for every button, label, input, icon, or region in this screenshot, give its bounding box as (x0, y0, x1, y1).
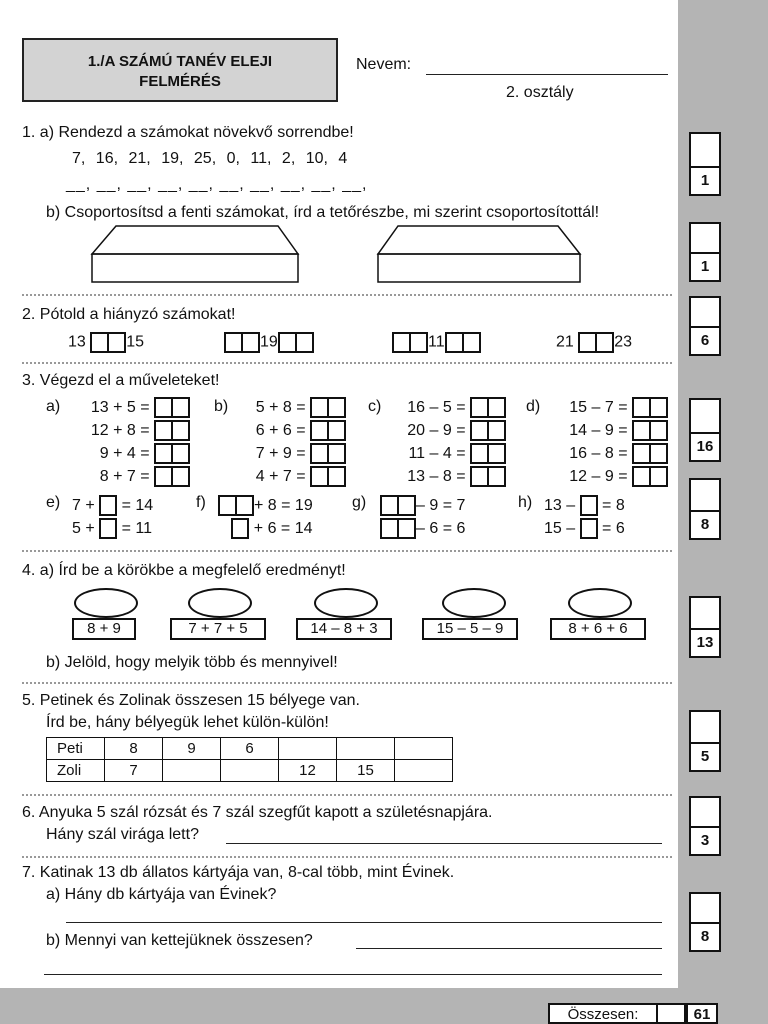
answer-line[interactable] (226, 843, 662, 844)
answer-box[interactable] (218, 495, 254, 516)
table-cell: 12 (279, 760, 337, 782)
answer-box[interactable] (632, 397, 668, 418)
answer-box[interactable] (310, 443, 346, 464)
answer-box[interactable] (310, 420, 346, 441)
name-line[interactable] (426, 74, 668, 75)
table-cell[interactable] (395, 738, 453, 760)
task3-col-b: 5 + 8 = 6 + 6 = 7 + 9 = 4 + 7 = (230, 396, 346, 488)
task6-prompt-2: Hány szál virága lett? (46, 826, 199, 843)
stamps-table (46, 737, 453, 782)
table-cell[interactable] (221, 760, 279, 782)
answer-box[interactable] (632, 466, 668, 487)
answer-box[interactable] (470, 466, 506, 487)
task3-label-b: b) (214, 398, 229, 415)
score-value: 8 (691, 922, 719, 950)
total-max-value: 61 (686, 1003, 718, 1024)
task3-col-c: 16 – 5 = 20 – 9 = 11 – 4 = 13 – 8 = (384, 396, 506, 488)
table-cell: 6 (221, 738, 279, 760)
task2-item-2: 19 (224, 332, 314, 353)
task5-prompt-1: 5. Petinek és Zolinak összesen 15 bélyege van. (22, 692, 360, 709)
result-oval[interactable] (74, 588, 138, 618)
answer-box[interactable] (580, 495, 598, 516)
answer-box[interactable] (580, 518, 598, 539)
task1-answer-blanks[interactable]: __, __, __, __, __, __, __, __, __, __, (66, 176, 368, 193)
score-box-task7[interactable] (689, 892, 721, 952)
answer-box[interactable] (632, 420, 668, 441)
title-box (22, 38, 338, 102)
task1-numbers: 7, 16, 21, 19, 25, 0, 11, 2, 10, 4 (72, 150, 348, 167)
task3-col-e: 7 + = 14 5 + = 11 (72, 494, 153, 540)
separator (22, 294, 672, 296)
score-value: 1 (691, 166, 719, 194)
answer-line[interactable] (66, 922, 662, 923)
score-value: 16 (691, 432, 719, 460)
answer-box[interactable] (632, 443, 668, 464)
score-value: 13 (691, 628, 719, 656)
task6-prompt-1: 6. Anyuka 5 szál rózsát és 7 szál szegfűt kapott a születésnapjára. (22, 804, 493, 821)
result-oval[interactable] (442, 588, 506, 618)
task7-prompt: 7. Katinak 13 db állatos kártyája van, 8-cal több, mint Évinek. (22, 864, 455, 881)
answer-box[interactable] (380, 518, 416, 539)
answer-box[interactable] (224, 332, 260, 353)
table-cell: Peti (47, 738, 105, 760)
score-box-task1b[interactable] (689, 222, 721, 282)
table-cell[interactable] (395, 760, 453, 782)
table-cell: 9 (163, 738, 221, 760)
answer-box[interactable] (392, 332, 428, 353)
separator (22, 794, 672, 796)
answer-box[interactable] (154, 397, 190, 418)
house-left (92, 226, 298, 282)
task1-prompt-b: b) Csoportosítsd a fenti számokat, írd a tetőrészbe, mi szerint csoportosítottál! (46, 204, 600, 221)
answer-box[interactable] (154, 443, 190, 464)
separator (22, 682, 672, 684)
task1-prompt-a: 1. a) Rendezd a számokat növekvő sorrendbe! (22, 124, 354, 141)
table-cell[interactable] (279, 738, 337, 760)
expression-box: 8 + 6 + 6 (550, 618, 646, 640)
score-value: 3 (691, 826, 719, 854)
task3-col-h: 13 – = 8 15 – = 6 (544, 494, 625, 540)
table-row (47, 760, 453, 782)
score-box-task2[interactable] (689, 296, 721, 356)
total-label: Összesen: (548, 1003, 658, 1024)
answer-line[interactable] (356, 948, 662, 949)
score-box-task1a[interactable] (689, 132, 721, 196)
task3-prompt: 3. Végezd el a műveleteket! (22, 372, 220, 389)
answer-box[interactable] (470, 443, 506, 464)
answer-box[interactable] (154, 466, 190, 487)
task7-question-b: b) Mennyi van kettejüknek összesen? (46, 932, 313, 949)
task7-question-a: a) Hány db kártyája van Évinek? (46, 886, 277, 903)
answer-box[interactable] (470, 397, 506, 418)
task2-item-3: 11 (392, 332, 481, 353)
score-value: 6 (691, 326, 719, 354)
score-value: 8 (691, 510, 719, 538)
answer-box[interactable] (310, 466, 346, 487)
answer-box[interactable] (445, 332, 481, 353)
table-cell: 7 (105, 760, 163, 782)
answer-box[interactable] (278, 332, 314, 353)
answer-box[interactable] (154, 420, 190, 441)
answer-box[interactable] (99, 518, 117, 539)
answer-box[interactable] (578, 332, 614, 353)
expression-box: 7 + 7 + 5 (170, 618, 266, 640)
score-box-task3[interactable] (689, 398, 721, 462)
result-oval[interactable] (314, 588, 378, 618)
task3-label-c: c) (368, 398, 382, 415)
name-label: Nevem: (356, 56, 412, 73)
total-score-field[interactable] (658, 1003, 686, 1024)
table-cell[interactable] (337, 738, 395, 760)
task3-col-d: 15 – 7 = 14 – 9 = 16 – 8 = 12 – 9 = (546, 396, 668, 488)
task4-prompt-b: b) Jelöld, hogy melyik több és mennyivel! (46, 654, 338, 671)
expression-box: 15 – 5 – 9 (422, 618, 518, 640)
answer-line[interactable] (44, 974, 662, 975)
expression-box: 14 – 8 + 3 (296, 618, 392, 640)
task3-label-h: h) (518, 494, 533, 511)
task3-label-g: g) (352, 494, 367, 511)
house-right (378, 226, 580, 282)
task3-col-a: 13 + 5 = 12 + 8 = 9 + 4 = 8 + 7 = (74, 396, 190, 488)
task5-prompt-2: Írd be, hány bélyegük lehet külön-külön! (46, 714, 329, 731)
result-oval[interactable] (188, 588, 252, 618)
answer-box[interactable] (380, 495, 416, 516)
task3-label-e: e) (46, 494, 61, 511)
task3-col-g: – 9 = 7 – 6 = 6 (380, 494, 465, 540)
task3-label-d: d) (526, 398, 541, 415)
score-box-task5[interactable] (689, 710, 721, 772)
title-line-1: 1./A SZÁMÚ TANÉV ELEJI (87, 53, 273, 70)
table-cell: 15 (337, 760, 395, 782)
score-box-task4[interactable] (689, 596, 721, 658)
task3-col-f: + 8 = 19 + 6 = 14 (218, 494, 313, 540)
task2-prompt: 2. Pótold a hiányzó számokat! (22, 306, 236, 323)
separator (22, 856, 672, 858)
task3-label-a: a) (46, 398, 61, 415)
score-box-task6[interactable] (689, 796, 721, 856)
answer-box[interactable] (99, 495, 117, 516)
score-box-task3b[interactable] (689, 478, 721, 540)
answer-box[interactable] (231, 518, 249, 539)
result-oval[interactable] (568, 588, 632, 618)
group-houses (88, 224, 608, 286)
title-line-2: FELMÉRÉS (139, 73, 221, 90)
table-cell[interactable] (163, 760, 221, 782)
task3-label-f: f) (196, 494, 206, 511)
table-row (47, 738, 453, 760)
separator (22, 362, 672, 364)
score-value: 5 (691, 742, 719, 770)
task2-item-4: 21 23 (556, 332, 632, 353)
task2-item-1: 13 15 (68, 332, 144, 353)
grade-label: 2. osztály (506, 84, 574, 101)
expression-box: 8 + 9 (72, 618, 136, 640)
separator (22, 550, 672, 552)
task4-prompt-a: 4. a) Írd be a körökbe a megfelelő eredményt! (22, 562, 346, 579)
table-cell: Zoli (47, 760, 105, 782)
answer-box[interactable] (90, 332, 126, 353)
score-value: 1 (691, 252, 719, 280)
answer-box[interactable] (470, 420, 506, 441)
answer-box[interactable] (310, 397, 346, 418)
table-cell: 8 (105, 738, 163, 760)
